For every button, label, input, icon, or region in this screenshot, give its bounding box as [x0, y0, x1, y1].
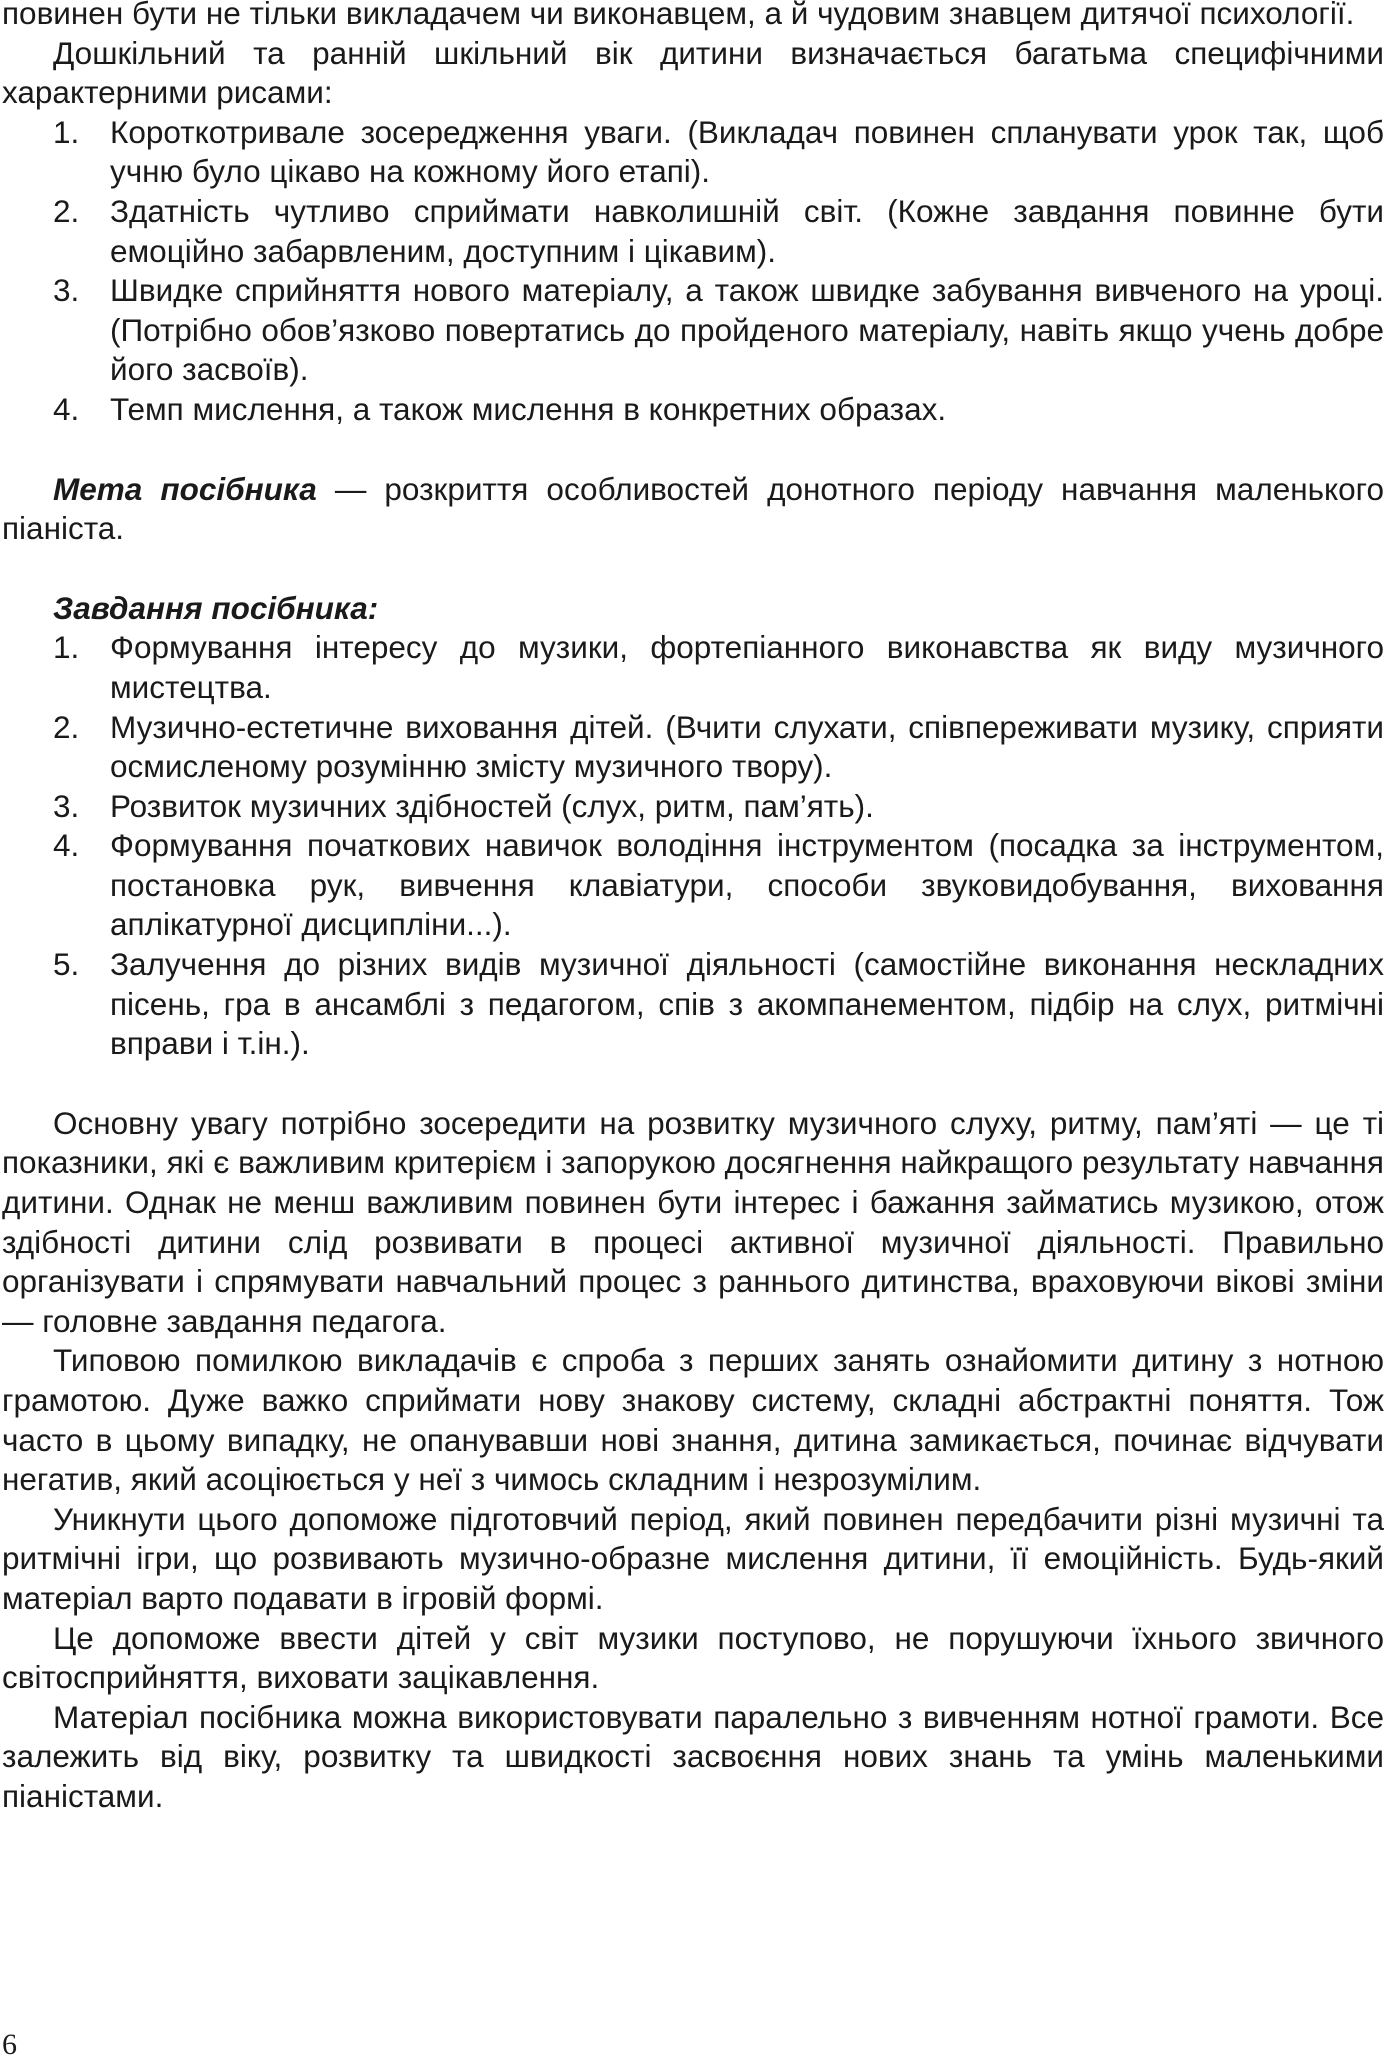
body-paragraph: Типовою помилкою викладачів є спроба з перших занять ознайомити дитину з нотною грамотою. Дуже важко сприймати нову знакову систему, складні абстрактні поняття. Тож часто в цьому випадку, не опанувавши нові знання, дитина замикається, починає відчувати негатив, який асоціюється у неї з чимось складним і незрозумілим.	[2, 1342, 1384, 1498]
list-item	[2, 945, 1384, 1064]
tasks-list	[2, 628, 1384, 1064]
tasks-heading: Завдання посібника:	[53, 589, 379, 626]
list-item	[2, 113, 1384, 192]
list-item-number: 1.	[53, 113, 80, 150]
list-item-number: 1.	[53, 629, 80, 666]
list-item-number: 3.	[53, 272, 80, 309]
list-item	[2, 390, 1384, 430]
list-item-text: Формування початкових навичок володіння інструментом (посадка за інструментом, постановка рук, вивчення клавіатури, способи звуковидобування, виховання аплікатурної дисципліни...).	[110, 827, 1384, 943]
list-item	[2, 708, 1384, 787]
page-content	[2, 0, 1384, 1817]
list-item-number: 4.	[53, 390, 80, 427]
list-item-text: Здатність чутливо сприймати навколишній світ. (Кожне завдання повинне бути емоційно забарвленим, доступним і цікавим).	[110, 192, 1384, 269]
section-gap	[2, 430, 1384, 470]
list-item-text: Швидке сприйняття нового матеріалу, а також швидке забування вивченого на уроці. (Потрібно обов’язково повертатись до пройденого матеріалу, навіть якщо учень добре його засвоїв).	[110, 272, 1384, 388]
list-item	[2, 628, 1384, 707]
body-paragraph: Уникнути цього допоможе підготовчий період, який повинен передбачити різні музичні та ритмічні ігри, що розвивають музично-образне мислення дитини, її емоційність. Будь-який матеріал варто подавати в ігровій формі.	[2, 1500, 1384, 1616]
list-item-number: 4.	[53, 827, 80, 864]
page-number: 6	[2, 2028, 17, 2061]
list-item-number: 2.	[53, 192, 80, 229]
list-item	[2, 192, 1384, 271]
traits-list	[2, 113, 1384, 430]
body-paragraph: Матеріал посібника можна використовувати паралельно з вивченням нотної грамоти. Все залежить від віку, розвитку та швидкості засвоєння нових знань та умінь маленькими піаністами.	[2, 1698, 1384, 1814]
body-paragraph: Основну увагу потрібно зосередити на розвитку музичного слуху, ритму, пам’яті — це ті показники, які є важливим критерієм і запорукою досягнення найкращого результату навчання дитини. Однак не менш важливим повинен бути інтерес і бажання займатись музикою, отож здібності дитини слід розвивати в процесі активної музичної діяльності. Правильно організувати і спрямувати навчальний процес з раннього дитинства, враховуючи вікові зміни — головне завдання педагога.	[2, 1104, 1384, 1339]
goal-text: — розкриття особливостей донотного періоду навчання маленького піаніста.	[2, 470, 1384, 547]
intro-lead: Дошкільний та ранній шкільний вік дитини визначається багатьма специфічними характерними рисами:	[2, 34, 1384, 111]
list-item-text: Розвиток музичних здібностей (слух, ритм, пам’ять).	[110, 787, 874, 824]
list-item-text: Темп мислення, а також мислення в конкретних образах.	[110, 390, 947, 427]
list-item-text: Короткотривале зосередження уваги. (Викладач повинен спланувати урок так, щоб учню було цікаво на кожному його етапі).	[110, 113, 1384, 190]
intro-continuation: повинен бути не тільки викладачем чи виконавцем, а й чудовим знавцем дитячої психології.	[2, 0, 1355, 31]
list-item-text: Формування інтересу до музики, фортепіанного виконавства як виду музичного мистецтва.	[110, 629, 1384, 705]
goal-label: Мета посібника	[53, 470, 317, 507]
goal-paragraph	[2, 470, 1384, 549]
section-gap	[2, 549, 1384, 589]
body-paragraph: Це допоможе ввести дітей у світ музики поступово, не порушуючи їхнього звичного світосприйняття, виховати зацікавлення.	[2, 1619, 1384, 1696]
list-item	[2, 826, 1384, 945]
section-gap	[2, 1064, 1384, 1104]
list-item-number: 2.	[53, 708, 80, 745]
list-item	[2, 787, 1384, 827]
list-item-number: 3.	[53, 787, 80, 824]
list-item	[2, 271, 1384, 390]
list-item-text: Музично-естетичне виховання дітей. (Вчити слухати, співпереживати музику, сприяти осмисленому розумінню змісту музичного твору).	[110, 708, 1384, 785]
list-item-text: Залучення до різних видів музичної діяльності (самостійне виконання нескладних пісень, гра в ансамблі з педагогом, спів з акомпанементом, підбір на слух, ритмічні вправи і т.ін.).	[110, 946, 1384, 1062]
list-item-number: 5.	[53, 946, 80, 983]
